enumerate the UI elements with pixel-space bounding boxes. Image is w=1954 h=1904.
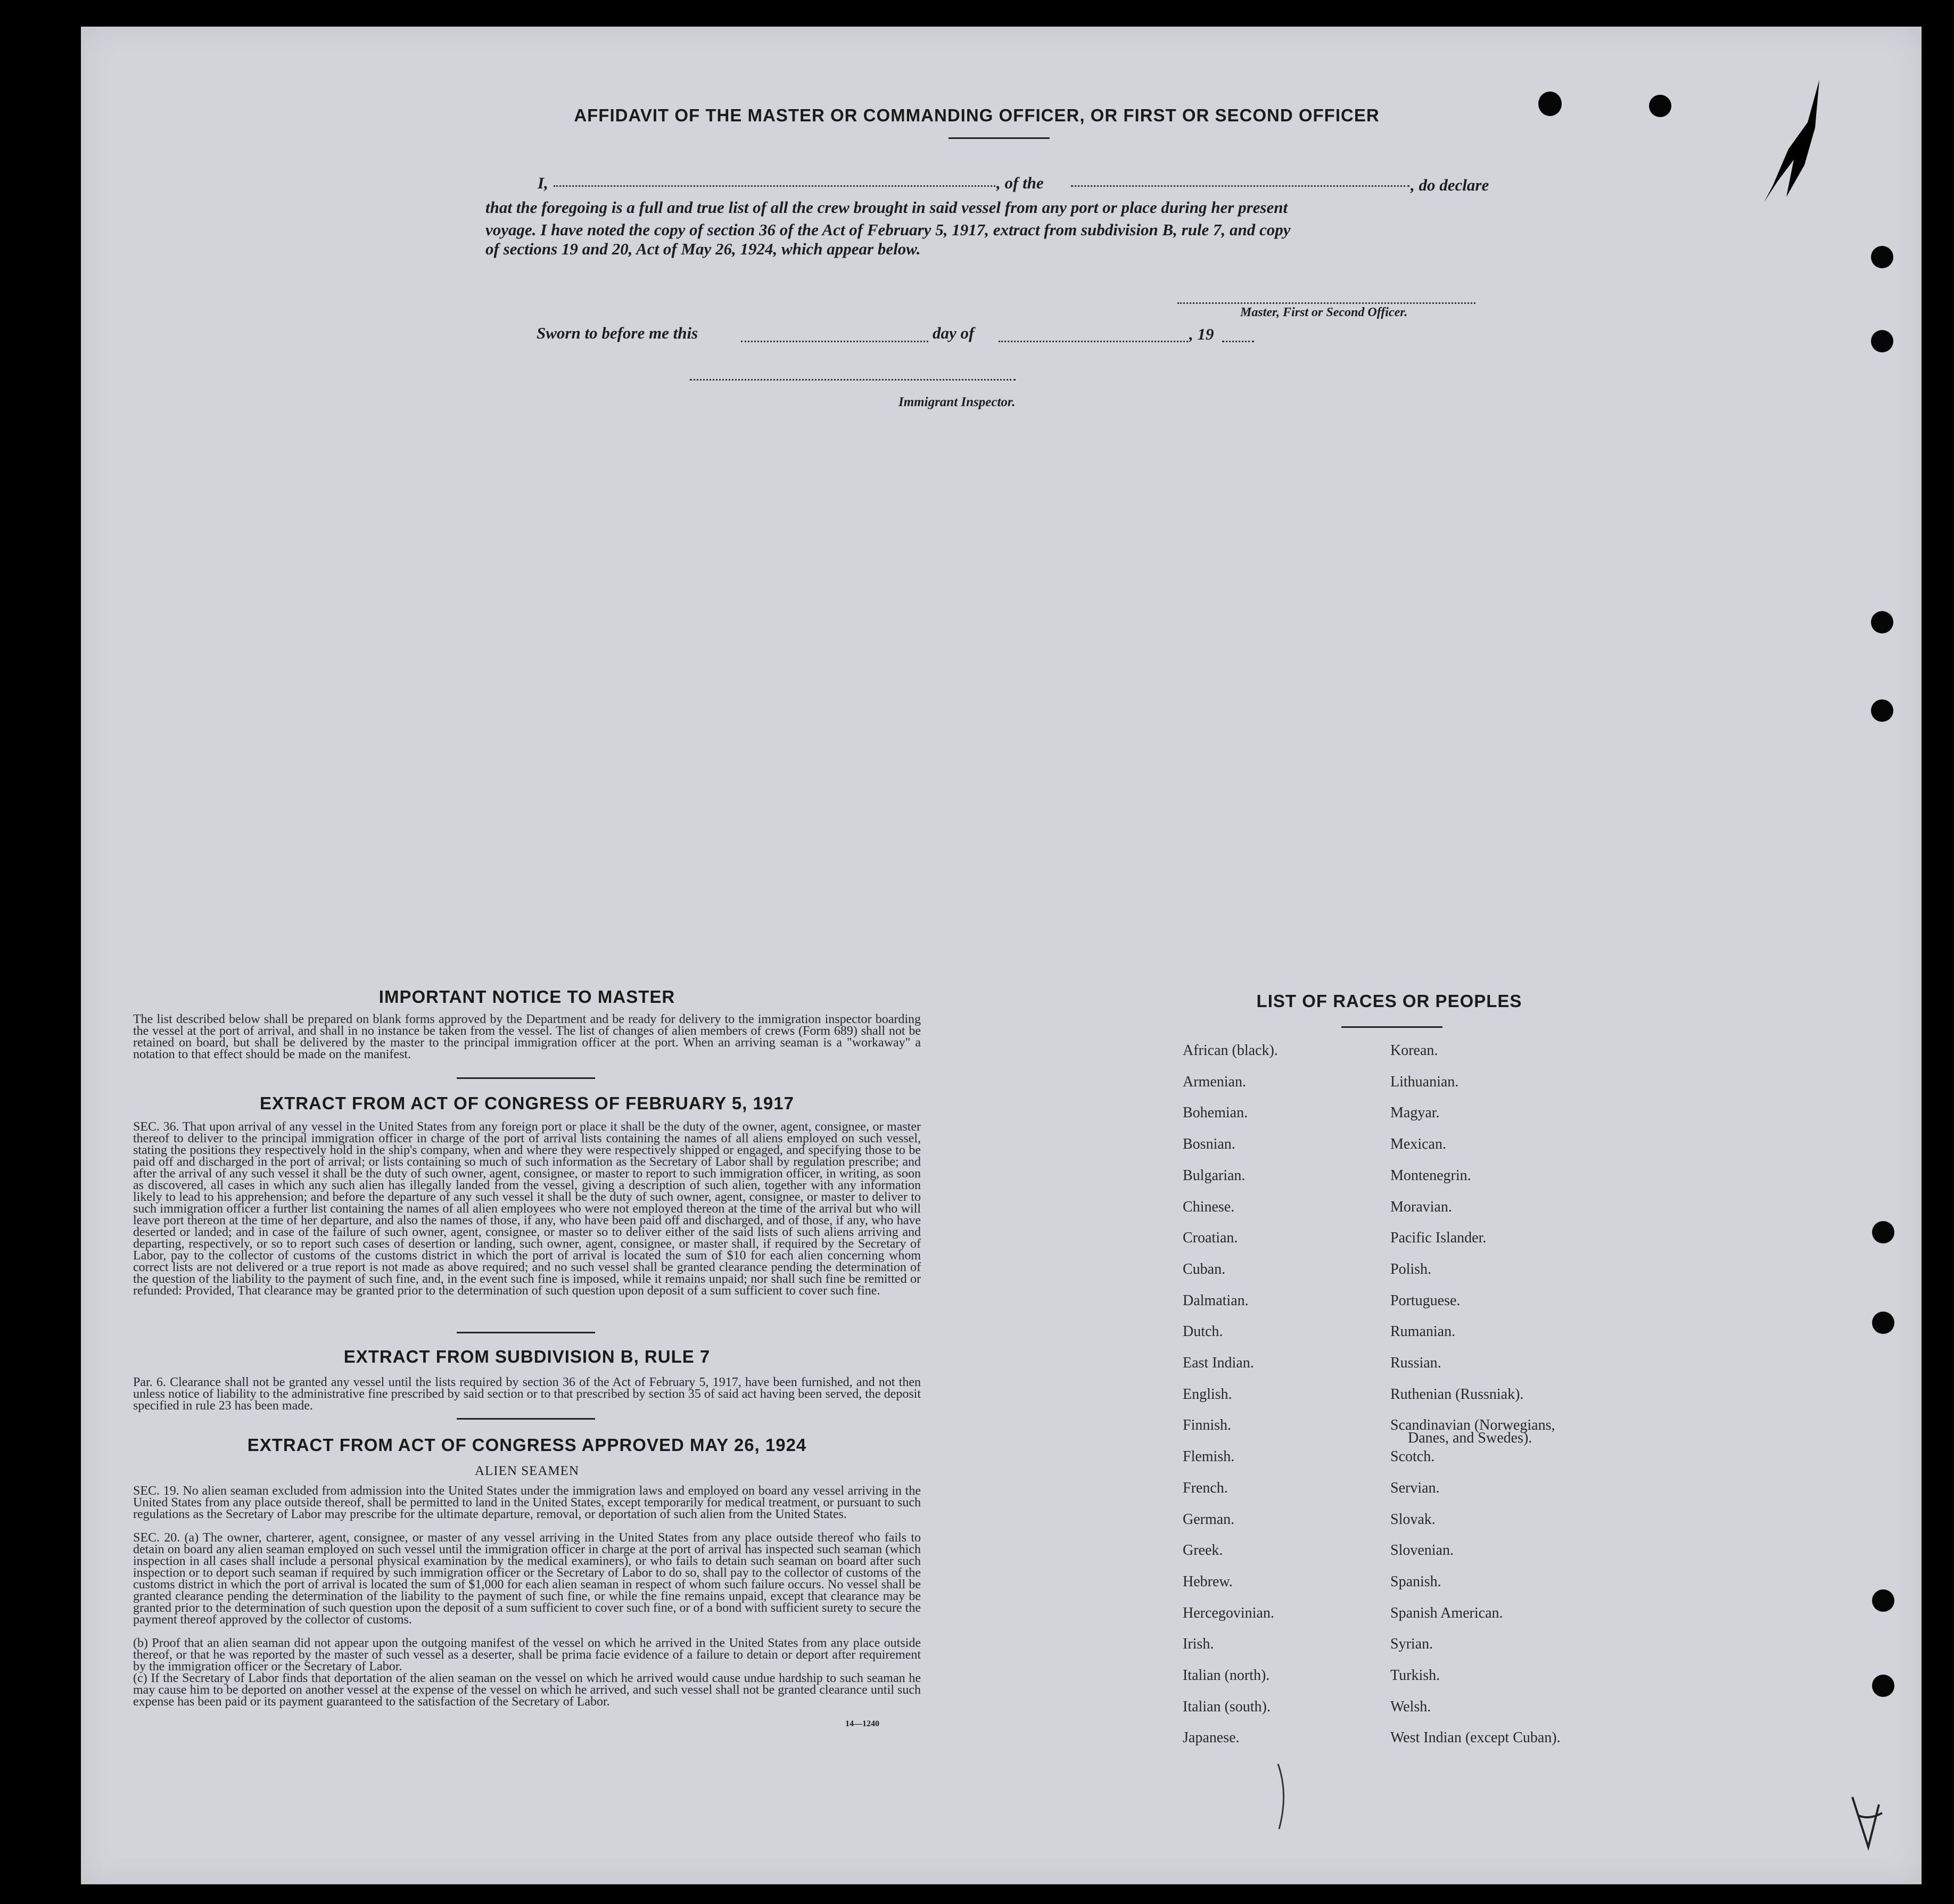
- race-item: Slovak.: [1390, 1511, 1436, 1528]
- section-divider: [457, 1077, 595, 1079]
- race-item: Dalmatian.: [1183, 1292, 1249, 1309]
- rule7-text: Par. 6. Clearance shall not be granted any vessel until the lists required by section 36 of the Act of February 5, 1917, have been furnished, and not then unless notice of liability to the administrative fine prescribed by said section or to that prescribed by section 35 of said act having been served, the deposit specified in rule 23 has been made.: [133, 1375, 921, 1413]
- race-item: German.: [1183, 1511, 1235, 1528]
- punch-hole: [1871, 330, 1893, 352]
- race-item: Spanish.: [1390, 1573, 1441, 1590]
- race-item: Irish.: [1183, 1636, 1214, 1652]
- race-item: African (black).: [1183, 1042, 1278, 1059]
- race-item: Portuguese.: [1390, 1292, 1461, 1309]
- race-item: English.: [1183, 1386, 1232, 1403]
- extract-1924-title: EXTRACT FROM ACT OF CONGRESS APPROVED MAY 26, 1924: [247, 1435, 807, 1455]
- inspector-signature-label: Immigrant Inspector.: [898, 395, 1016, 409]
- race-item: Hebrew.: [1183, 1573, 1233, 1590]
- race-item: Magyar.: [1390, 1105, 1440, 1121]
- race-item: Syrian.: [1390, 1636, 1433, 1652]
- vessel-blank[interactable]: [1071, 185, 1409, 187]
- race-item: Armenian.: [1183, 1074, 1246, 1090]
- race-item: Japanese.: [1183, 1729, 1240, 1746]
- year-label: , 19: [1189, 325, 1214, 343]
- punch-hole: [1872, 1675, 1894, 1697]
- pencil-stroke: [1275, 1762, 1291, 1831]
- punch-hole: [1872, 1589, 1894, 1612]
- sworn-month-blank[interactable]: [999, 341, 1188, 342]
- race-item: Bosnian.: [1183, 1136, 1235, 1152]
- race-item: Chinese.: [1183, 1199, 1235, 1215]
- punch-hole: [1872, 1312, 1894, 1334]
- notice-text: The list described below shall be prepared on blank forms approved by the Department and be ready for delivery to the immigration inspector boarding the vessel at the port of arrival, and shall in no instance be taken from the vessel. The list of changes of alien members of crews (Form 689) shall not be retained on board, but shall be delivered by the master to the principal immigration officer at the port. When an arriving seaman is a "workaway" a notation to that effect should be made on the manifest.: [133, 1012, 921, 1061]
- sec20a-text: SEC. 20. (a) The owner, charterer, agent, consignee, or master of any vessel arriving in the United States from any place outside thereof who fails to detain on board any alien seaman employed on such vessel until the immigration officer in charge at the port of arrival has inspected such seaman (which inspection in all cases shall include a personal physical examination by the medical examiners), or who fails to detain such seaman on board after such inspection or to deport such seaman if required by such immigration officer or the Secretary of Labor to do so, shall pay to the collector of customs of the customs district in which the port of arrival is located the sum of $1,000 for each alien seaman in respect of whom such failure occurs. No vessel shall be granted clearance pending the determination of the liability to the payment of such fine, or while the fine remains unpaid, except that clearance may be granted prior to the determination of such question upon the deposit of a sum sufficient to cover such fine, or of a bond with sufficient surety to secure the payment thereof approved by the collector of customs.: [133, 1531, 921, 1627]
- race-item: Pacific Islander.: [1390, 1230, 1487, 1246]
- race-item: Hercegovinian.: [1183, 1605, 1274, 1621]
- race-item: Scotch.: [1390, 1448, 1435, 1465]
- race-item-continuation: Danes, and Swedes).: [1408, 1430, 1532, 1446]
- alien-seamen-subtitle: ALIEN SEAMEN: [474, 1464, 579, 1478]
- race-item: Spanish American.: [1390, 1605, 1503, 1621]
- punch-hole: [1872, 1221, 1894, 1243]
- sec20c-text: (c) If the Secretary of Labor finds that deportation of the alien seaman on the vessel on which he arrived would cause undue hardship to such seaman he may cause him to be deported on another vessel at the expense of the vessel on which he arrived, and such vessel shall not be granted clearance until such expense has been paid or its payment guaranteed to the satisfaction of the Secretary of Labor.: [133, 1671, 921, 1709]
- race-item: Scandinavian (Norwegians,: [1390, 1417, 1555, 1433]
- race-item: West Indian (except Cuban).: [1390, 1729, 1561, 1746]
- race-item: Welsh.: [1390, 1699, 1431, 1715]
- affidavit-do-declare: , do declare: [1411, 176, 1489, 194]
- race-item: Korean.: [1390, 1042, 1438, 1059]
- race-item: Ruthenian (Russniak).: [1390, 1386, 1524, 1403]
- race-item: Greek.: [1183, 1542, 1223, 1559]
- race-item: Italian (south).: [1183, 1699, 1271, 1715]
- race-item: Polish.: [1390, 1261, 1432, 1277]
- races-divider: [1341, 1026, 1442, 1028]
- affidavit-of-the: , of the: [996, 174, 1044, 192]
- affidavit-title: AFFIDAVIT OF THE MASTER OR COMMANDING OFFICER, OR FIRST OR SECOND OFFICER: [574, 105, 1380, 125]
- title-divider: [949, 137, 1050, 139]
- races-title: LIST OF RACES OR PEOPLES: [1256, 991, 1522, 1011]
- notice-title: IMPORTANT NOTICE TO MASTER: [378, 987, 675, 1007]
- race-item: Servian.: [1390, 1480, 1440, 1496]
- punch-hole: [1871, 699, 1893, 722]
- master-signature-line[interactable]: [1177, 302, 1475, 304]
- race-item: Italian (north).: [1183, 1667, 1270, 1684]
- affidavit-i-label: I,: [538, 174, 548, 192]
- rule7-title: EXTRACT FROM SUBDIVISION B, RULE 7: [343, 1347, 711, 1366]
- affidavit-body-line2: voyage. I have noted the copy of section 36 of the Act of February 5, 1917, extract from subdivision B, rule 7, and copy: [485, 220, 1291, 239]
- name-blank[interactable]: [554, 185, 995, 187]
- paper-tear-mark: [1757, 80, 1831, 218]
- punch-hole: [1538, 92, 1562, 116]
- punch-hole: [1871, 611, 1893, 633]
- sworn-label: Sworn to before me this: [537, 324, 698, 342]
- master-signature-label: Master, First or Second Officer.: [1240, 306, 1408, 319]
- affidavit-body-line3: of sections 19 and 20, Act of May 26, 1924, which appear below.: [485, 240, 921, 258]
- inspector-signature-line[interactable]: [690, 379, 1016, 381]
- race-item: Rumanian.: [1390, 1323, 1456, 1340]
- race-item: Flemish.: [1183, 1448, 1235, 1465]
- sec20b-text: (b) Proof that an alien seaman did not appear upon the outgoing manifest of the vessel on which he arrived in the United States from any place outside thereof, or that he was reported by the master of such vessel as a deserter, shall be prima facie evidence of a failure to detain or deport after requirement by the immigration officer or the Secretary of Labor.: [133, 1636, 921, 1674]
- race-item: Croatian.: [1183, 1230, 1238, 1246]
- race-item: Finnish.: [1183, 1417, 1232, 1433]
- extract-1917-title: EXTRACT FROM ACT OF CONGRESS OF FEBRUARY 5, 1917: [260, 1093, 794, 1113]
- affidavit-body-line1: that the foregoing is a full and true list of all the crew brought in said vessel from any port or place during her present: [485, 198, 1288, 217]
- form-number: 14—1240: [845, 1719, 879, 1728]
- extract-1917-text: SEC. 36. That upon arrival of any vessel in the United States from any foreign port or place it shall be the duty of the owner, agent, consignee, or master thereof to deliver to the principal immigration officer in charge of the port of arrival lists containing the names of all aliens employed on such vessel, stating the positions they respectively hold in the ship's company, when and where they were respectively shipped or engaged, and specifying those to be paid off and discharged in the port of arrival; or lists containing so much of such information as the Secretary of Labor shall by regulation prescribe; and after the arrival of any such vessel it shall be the duty of such owner, agent, consignee, or master to report to such immigration officer, in writing, as soon as discovered, all cases in which any such alien has illegally landed from the vessel, giving a description of such alien, together with any information likely to lead to his apprehension; and before the departure of any such vessel it shall be the duty of such owner, agent, consignee, or master to deliver to such immigration officer a further list containing the names of all alien employees who were not employed thereon at the time of the arrival but who will leave port thereon at the time of her departure, and also the names of those, if any, who have been paid off and discharged, and of those, if any, who have deserted or landed; and in case of the failure of such owner, agent, consignee, or master so to deliver either of the said lists of such aliens arriving and departing, respectively, or so to report such cases of desertion or landing, such owner, agent, consignee, or master shall, if required by the Secretary of Labor, pay to the collector of customs of the customs district in which the port of arrival is located the sum of $10 for each alien concerning whom correct lists are not delivered or a true report is not made as above required; and no such vessel shall be granted clearance pending the determination of the question of the liability to the payment of such fine, and, in the event such fine is imposed, while it remains unpaid; nor shall such fine be remitted or refunded: Provided, That clearance may be granted prior to the determination of such question upon deposit of a sum sufficient to cover such fine.: [133, 1120, 921, 1298]
- punch-hole: [1871, 246, 1893, 268]
- race-item: Mexican.: [1390, 1136, 1446, 1152]
- race-item: Lithuanian.: [1390, 1074, 1459, 1090]
- race-item: Montenegrin.: [1390, 1167, 1471, 1184]
- race-item: Turkish.: [1390, 1667, 1440, 1684]
- day-of-label: day of: [933, 324, 975, 342]
- sec19-text: SEC. 19. No alien seaman excluded from admission into the United States under the immigration laws and employed on board any vessel arriving in the United States from any place outside thereof, shall be permitted to land in the United States, except temporarily for medical treatment, or pursuant to such regulations as the Secretary of Labor may prescribe for the ultimate departure, removal, or deportation of such alien from the United States.: [133, 1484, 921, 1521]
- pencil-mark: [1847, 1794, 1890, 1852]
- race-item: Slovenian.: [1390, 1542, 1454, 1559]
- year-blank[interactable]: [1222, 341, 1254, 342]
- section-divider: [457, 1332, 595, 1333]
- race-item: French.: [1183, 1480, 1228, 1496]
- race-item: Bohemian.: [1183, 1105, 1248, 1121]
- race-item: Cuban.: [1183, 1261, 1226, 1277]
- section-divider: [457, 1418, 595, 1420]
- race-item: Bulgarian.: [1183, 1167, 1246, 1184]
- punch-hole: [1649, 95, 1671, 117]
- race-item: Moravian.: [1390, 1199, 1452, 1215]
- race-item: East Indian.: [1183, 1355, 1254, 1371]
- sworn-day-blank[interactable]: [741, 341, 928, 342]
- race-item: Dutch.: [1183, 1323, 1223, 1340]
- race-item: Russian.: [1390, 1355, 1441, 1371]
